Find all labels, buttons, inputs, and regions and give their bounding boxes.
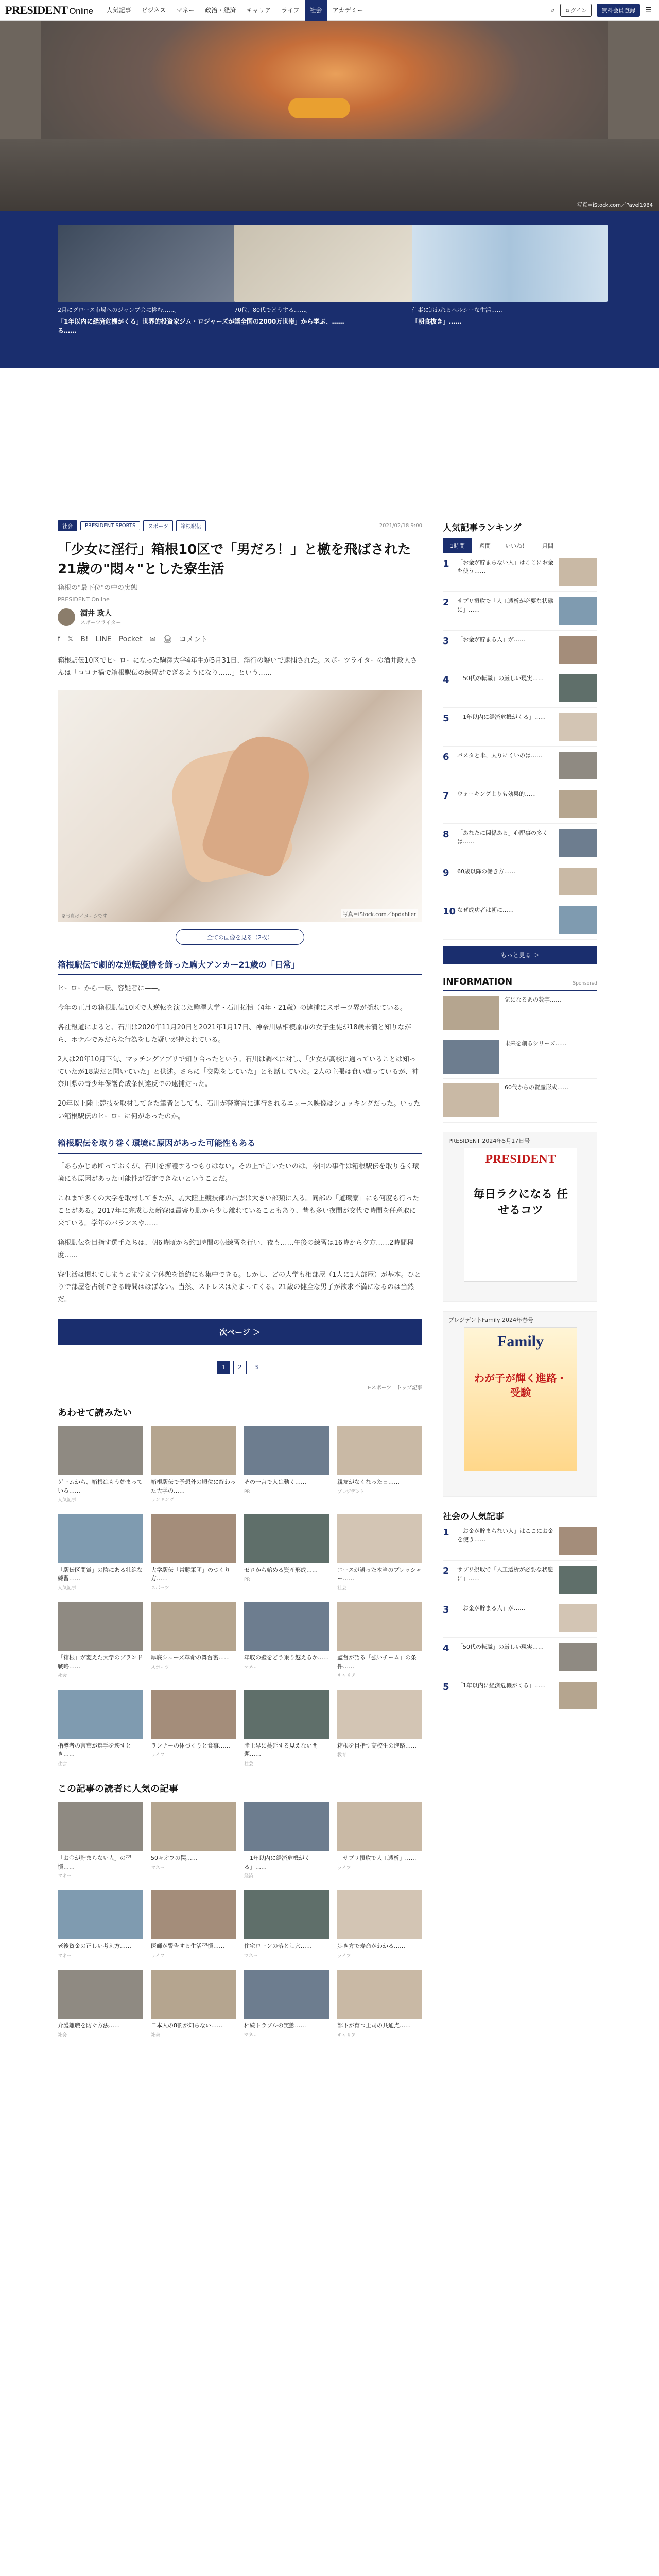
- feature-card[interactable]: [234, 225, 430, 326]
- rank-number: 2: [443, 1566, 449, 1577]
- card-thumbnail: [337, 1690, 422, 1739]
- hand-shape: [199, 727, 319, 880]
- rank-title: 「50代の転職」の厳しい現実……: [457, 675, 544, 682]
- rank-title: 60歳以降の働き方……: [457, 868, 515, 875]
- mail-icon[interactable]: ✉: [149, 635, 156, 644]
- card-source: マネー: [244, 1953, 258, 1959]
- rank-thumbnail: [559, 790, 597, 818]
- feature-card[interactable]: [412, 225, 608, 326]
- tag-society[interactable]: 社会: [58, 520, 77, 531]
- article-card[interactable]: [244, 1602, 329, 1680]
- paragraph: 「あらかじめ断っておくが、石川を擁護するつもりはない。その上で言いたいのは、今回の事件は箱根駅伝を取り巻く環境にも原因があった可能性が否定できないということだ。: [58, 1162, 419, 1183]
- rank-number: 3: [443, 1604, 449, 1615]
- card-source: キャリア: [337, 1673, 356, 1679]
- tab-hour[interactable]: 1時間: [443, 538, 472, 553]
- article-tags: [58, 520, 422, 531]
- readers-heading: この記事の読者に人気の記事: [58, 1784, 178, 1795]
- nav-item-life[interactable]: ライフ: [281, 7, 300, 14]
- hero-credit: 写真＝iStock.com／Pavel1964: [577, 202, 653, 208]
- card-source: スポーツ: [151, 1585, 169, 1591]
- article-card[interactable]: [337, 1514, 422, 1592]
- publish-date: 2021/02/18 9:00: [379, 523, 422, 529]
- rank-title: サプリ摂取で「人工透析が必要な状態に」……: [457, 1566, 553, 1582]
- card-source: キャリア: [337, 2032, 356, 2038]
- article-card[interactable]: [244, 1802, 329, 1880]
- author-avatar: [58, 608, 75, 626]
- ranking-item[interactable]: [443, 669, 597, 708]
- card-title: 部下が育つ上司の共通点……: [337, 2022, 411, 2029]
- card-source: マネー: [58, 1953, 72, 1959]
- header-actions: [551, 4, 652, 17]
- author-block[interactable]: [58, 608, 422, 626]
- rank-title: サプリ摂取で「人工透析が必要な状態に」……: [457, 598, 553, 613]
- card-thumbnail: [151, 1602, 236, 1651]
- feature-title: 「1年以内に経済危機がくる」世界的投資家ジム・ロジャーズが語る……: [58, 317, 241, 334]
- tab-like[interactable]: いいね！: [505, 543, 528, 549]
- card-source: マネー: [151, 1865, 165, 1871]
- rank-number: 6: [443, 752, 449, 762]
- card-thumbnail: [151, 1802, 236, 1851]
- article-card[interactable]: [151, 1514, 236, 1592]
- card-thumbnail: [151, 1890, 236, 1939]
- card-title: その一言で人は動く……: [244, 1479, 306, 1486]
- pocket-icon[interactable]: Pocket: [118, 635, 143, 644]
- card-thumbnail: [58, 1970, 143, 2019]
- card-source: ライフ: [337, 1865, 351, 1871]
- information-title: INFORMATION: [443, 977, 513, 987]
- card-source: ライフ: [151, 1753, 165, 1758]
- topic-link[interactable]: トップ記事: [396, 1385, 422, 1392]
- nav-item-society[interactable]: 社会: [305, 0, 327, 21]
- feature-thumb: [58, 225, 253, 302]
- rank-thumbnail: [559, 1566, 597, 1594]
- rank-number: 1: [443, 1527, 449, 1538]
- rank-title: 「1年以内に経済危機がくる」……: [457, 714, 546, 720]
- card-source: ランキング: [151, 1498, 174, 1503]
- card-title: 50％オフの罠……: [151, 1855, 198, 1862]
- rank-thumbnail: [559, 558, 597, 586]
- ranking-item[interactable]: [443, 708, 597, 747]
- article-subtitle: 箱根の"最下位"の中の実態: [58, 584, 137, 592]
- card-thumbnail: [244, 1690, 329, 1739]
- feature-title: 「全国の2000万世帯」から学ぶ、……: [234, 317, 344, 325]
- information-list: [443, 991, 597, 1123]
- card-title: 「1年以内に経済危機がくる」……: [244, 1855, 310, 1870]
- card-title: 介護離職を防ぐ方法……: [58, 2022, 120, 2029]
- card-title: 「箱根」が変えた大学のブランド戦略……: [58, 1654, 143, 1670]
- card-thumbnail: [244, 1802, 329, 1851]
- card-source: プレジデント: [337, 1489, 365, 1495]
- article-card[interactable]: [337, 1970, 422, 2039]
- card-title: 監督が語る「強いチーム」の条件……: [337, 1654, 417, 1670]
- card-source: 社会: [58, 1673, 67, 1679]
- tab-week[interactable]: 週間: [479, 543, 491, 549]
- rank-number: 5: [443, 1682, 449, 1692]
- card-source: スポーツ: [151, 1665, 169, 1670]
- rank-number: 5: [443, 713, 449, 724]
- ranking-tabs: [443, 538, 597, 553]
- ranking-item[interactable]: [443, 553, 597, 592]
- feature-caption: 2月にグロース市場へのジャンプ会に挑む……。: [58, 307, 180, 313]
- rank-title: 「50代の転職」の厳しい現実……: [457, 1643, 544, 1650]
- section-heading: 箱根駅伝を取り巻く環境に原因があった可能性もある: [58, 1137, 422, 1154]
- card-thumbnail: [58, 1690, 143, 1739]
- card-title: エースが語った本当のプレッシャー……: [337, 1566, 422, 1582]
- article-card[interactable]: [244, 1426, 329, 1504]
- feature-strip: [0, 211, 659, 368]
- information-item[interactable]: [443, 991, 597, 1035]
- magazine-cover: PRESIDENT 毎日ラクになる 任せるコツ: [464, 1148, 577, 1282]
- card-thumbnail: [337, 1890, 422, 1939]
- rank-thumbnail: [559, 597, 597, 625]
- society-ranking-item[interactable]: [443, 1522, 597, 1561]
- card-title: 指導者の言葉が選手を壊すとき……: [58, 1742, 131, 1758]
- article-card[interactable]: [151, 1890, 236, 1959]
- article-source: PRESIDENT Online: [58, 596, 110, 603]
- tag-hakone[interactable]: 箱根駅伝: [176, 520, 206, 531]
- article-card[interactable]: [58, 1802, 143, 1880]
- feature-caption: 仕事に追われるヘルシーな生活……: [412, 307, 502, 313]
- rank-thumbnail: [559, 1643, 597, 1671]
- author-name: 酒井 政人: [80, 609, 112, 618]
- article-card[interactable]: [58, 1970, 143, 2039]
- rank-thumbnail: [559, 752, 597, 779]
- card-thumbnail: [58, 1426, 143, 1475]
- card-title: 大学駅伝「常勝軍団」のつくり方……: [151, 1566, 230, 1582]
- rank-title: 「1年以内に経済危機がくる」……: [457, 1682, 546, 1689]
- rank-thumbnail: [559, 829, 597, 857]
- card-source: PR: [244, 1577, 250, 1583]
- family-cover: Family わが子が輝く進路・受験: [464, 1327, 577, 1471]
- site-logo[interactable]: PRESIDENT Online: [5, 3, 93, 16]
- rank-number: 4: [443, 674, 449, 685]
- page-1[interactable]: 1: [217, 1361, 230, 1374]
- card-thumbnail: [151, 1970, 236, 2019]
- share-bar: [58, 634, 422, 645]
- gallery-button[interactable]: 全ての画像を見る（2枚）: [176, 929, 304, 945]
- card-source: PR: [244, 1489, 250, 1495]
- article-card[interactable]: [244, 1514, 329, 1592]
- card-thumbnail: [337, 1970, 422, 2019]
- menu-icon[interactable]: ☰: [645, 6, 652, 14]
- article-card[interactable]: [337, 1426, 422, 1504]
- main-nav: [101, 0, 369, 21]
- site-header: [0, 0, 659, 21]
- ad-headline: 毎日ラクになる 任せるコツ: [473, 1188, 568, 1217]
- rank-number: 7: [443, 790, 449, 801]
- card-source: 社会: [58, 2032, 67, 2038]
- recommend-heading: あわせて読みたい: [58, 1408, 132, 1419]
- paragraph: 20年以上陸上競技を取材してきた筆者としても、石川が警察官に連行されるニュース映像はショッキングだった。いったい箱根駅伝のヒーローに何があったのか。: [58, 1100, 421, 1121]
- society-ranking-item[interactable]: [443, 1676, 597, 1715]
- card-thumbnail: [244, 1970, 329, 2019]
- facebook-icon[interactable]: f: [58, 635, 60, 644]
- article-card[interactable]: [151, 1690, 236, 1768]
- ranking-item[interactable]: [443, 592, 597, 631]
- paragraph: ヒーローから一転、容疑者に——。: [58, 985, 165, 993]
- feature-card[interactable]: [58, 225, 253, 335]
- rank-thumbnail: [559, 713, 597, 741]
- rank-number: 1: [443, 558, 449, 569]
- ad-headline: わが子が輝く進路・受験: [474, 1372, 567, 1399]
- card-source: ライフ: [151, 1953, 165, 1959]
- rank-title: 「お金が貯まる人」が……: [457, 1605, 525, 1612]
- rank-title: ウォーキングよりも効果的……: [457, 791, 536, 798]
- readers-grid: [58, 1802, 422, 2039]
- rank-title: なぜ成功者は朝に……: [457, 907, 514, 913]
- line-icon[interactable]: LINE: [95, 635, 112, 644]
- society-ranking-item[interactable]: [443, 1561, 597, 1599]
- article-card[interactable]: [337, 1890, 422, 1959]
- information-thumbnail: [443, 1040, 499, 1074]
- card-title: 医師が警告する生活習慣……: [151, 1943, 224, 1950]
- sidebar: [443, 520, 597, 1715]
- card-title: 厚底シューズ革命の舞台裏……: [151, 1654, 230, 1662]
- card-title: 親友がなくなった日……: [337, 1479, 400, 1486]
- feature-thumb: [412, 225, 608, 302]
- article-card[interactable]: [58, 1690, 143, 1768]
- card-title: 「お金が貯まらない人」の習慣……: [58, 1855, 131, 1870]
- rank-number: 3: [443, 636, 449, 647]
- ad-title: プレジデントFamily 2024年春号: [448, 1317, 533, 1324]
- article-card[interactable]: [244, 1690, 329, 1768]
- card-title: ゼロから始める資産形成……: [244, 1566, 318, 1573]
- photo-caption: ※写真はイメージです: [62, 914, 108, 920]
- nav-item-ranking[interactable]: 人気記事: [106, 7, 131, 14]
- tag-sports[interactable]: スポーツ: [143, 520, 173, 531]
- pagination: [58, 1361, 422, 1374]
- rank-number: 9: [443, 868, 449, 878]
- card-source: マネー: [244, 1665, 258, 1670]
- sponsored-label: Sponsored: [573, 981, 597, 986]
- card-source: 社会: [337, 1585, 347, 1591]
- rank-number: 8: [443, 829, 449, 840]
- feature-thumb: [234, 225, 430, 302]
- card-title: 年収の壁をどう乗り越えるか……: [244, 1654, 329, 1662]
- card-thumbnail: [244, 1602, 329, 1651]
- article-title: 「少女に淫行」箱根10区で「男だろ！」と檄を飛ばされた21歳の"悶々"とした寮生活: [58, 542, 411, 577]
- article-card[interactable]: [244, 1890, 329, 1959]
- card-title: ゲームから、箱根はもう始まっている……: [58, 1479, 143, 1494]
- article-card[interactable]: [58, 1514, 143, 1592]
- page-2[interactable]: 2: [233, 1361, 247, 1374]
- card-thumbnail: [58, 1890, 143, 1939]
- ranking-title: 人気記事ランキング: [443, 523, 522, 533]
- page-3[interactable]: 3: [250, 1361, 263, 1374]
- card-title: 箱根駅伝で予想外の順位に終わった大学の……: [151, 1479, 236, 1494]
- rank-thumbnail: [559, 636, 597, 664]
- card-thumbnail: [337, 1802, 422, 1851]
- feature-caption: 70代、80代でどうする……。: [234, 307, 311, 313]
- rank-thumbnail: [559, 906, 597, 934]
- topic-links: [58, 1383, 422, 1391]
- ranking-item[interactable]: [443, 747, 597, 785]
- card-thumbnail: [58, 1602, 143, 1651]
- card-thumbnail: [337, 1514, 422, 1563]
- rank-title: 「お金が貯まらない人」はここにお金を使う……: [457, 559, 553, 574]
- more-ranking-button[interactable]: もっと見る ＞: [443, 946, 597, 964]
- card-source: 社会: [58, 1761, 67, 1767]
- society-ranking-item[interactable]: [443, 1638, 597, 1676]
- card-source: 社会: [151, 2032, 161, 2038]
- print-icon[interactable]: 🖨: [163, 635, 172, 644]
- article-card[interactable]: [151, 1970, 236, 2039]
- card-title: 「駅伝区間賞」の陰にある壮絶な練習……: [58, 1566, 143, 1582]
- hero-image: [0, 21, 659, 211]
- card-thumbnail: [151, 1690, 236, 1739]
- article-card[interactable]: [58, 1890, 143, 1959]
- paragraph: 2人は20年10月下旬、マッチングアプリで知り合ったという。石川は調べに対し、「少女が高校に通っていることは知っていたが18歳だと聞いていた」と供述。さらに「交際をしていた」とも話していた。2人の主張は食い違っているが、神奈川県の青少年保護育成条例違反での逮捕だった。: [58, 1056, 419, 1089]
- ranking-item[interactable]: [443, 862, 597, 901]
- paragraph: 今年の正月の箱根駅伝10区で大逆転を演じた駒澤大学・石川拓慎（4年・21歳）の逮捕にスポーツ界が揺れている。: [58, 1004, 407, 1012]
- card-title: 相続トラブルの実態……: [244, 2022, 306, 2029]
- article-lede: 箱根駅伝10区でヒーローになった駒澤大学4年生が5月31日、淫行の疑いで逮捕された。スポーツライターの酒井政人さんは「コロナ禍で箱根駅伝の練習がでぎるようになり……」という……: [58, 657, 418, 677]
- rank-thumbnail: [559, 868, 597, 895]
- ranking-list: [443, 553, 597, 940]
- information-item[interactable]: [443, 1035, 597, 1079]
- society-list: [443, 1522, 597, 1715]
- x-icon[interactable]: 𝕏: [67, 635, 74, 644]
- rank-number: 4: [443, 1643, 449, 1654]
- nav-item-academy[interactable]: アカデミー: [332, 7, 363, 14]
- family-ad[interactable]: [443, 1311, 597, 1497]
- rank-title: 「お金が貯まらない人」はここにお金を使う……: [457, 1528, 553, 1543]
- card-title: ランナーの体づくりと食事……: [151, 1742, 230, 1749]
- card-thumbnail: [151, 1426, 236, 1475]
- ranking-item[interactable]: [443, 901, 597, 940]
- article-card[interactable]: [151, 1602, 236, 1680]
- road-photo: [0, 139, 659, 211]
- card-title: 箱根を目指す高校生の進路……: [337, 1742, 417, 1749]
- rank-thumbnail: [559, 674, 597, 702]
- information-item[interactable]: [443, 1079, 597, 1123]
- section-heading: 箱根駅伝で劇的な逆転優勝を飾った駒大アンカー21歳の「日常」: [58, 958, 422, 975]
- card-source: 教育: [337, 1753, 347, 1758]
- hatena-icon[interactable]: B!: [80, 635, 89, 644]
- paragraph: 箱根駅伝を目指す選手たちは、朝6時頃から約1時間の朝練習を行い、夜も……午後の練習は16時から夕方……2時間程度……: [58, 1239, 414, 1259]
- information-thumbnail: [443, 1083, 499, 1117]
- rank-title: 「お金が貯まる人」が……: [457, 636, 525, 643]
- rank-thumbnail: [559, 1527, 597, 1555]
- card-thumbnail: [58, 1514, 143, 1563]
- card-thumbnail: [244, 1514, 329, 1563]
- card-source: 人気記事: [58, 1585, 77, 1591]
- card-source: 経済: [244, 1874, 254, 1879]
- search-icon[interactable]: ⌕: [551, 6, 555, 14]
- card-title: 老後資金の正しい考え方……: [58, 1943, 131, 1950]
- article-card[interactable]: [58, 1602, 143, 1680]
- nav-item-business[interactable]: ビジネス: [141, 7, 166, 14]
- nav-item-career[interactable]: キャリア: [246, 7, 271, 14]
- card-source: ライフ: [337, 1953, 351, 1959]
- article-card[interactable]: [337, 1690, 422, 1768]
- card-thumbnail: [337, 1426, 422, 1475]
- feature-title: 「朝食抜き」……: [412, 317, 462, 325]
- article-card[interactable]: [58, 1426, 143, 1504]
- rank-title: パスタと米、太りにくいのは……: [457, 752, 542, 759]
- tag-president-sports[interactable]: PRESIDENT SPORTS: [80, 521, 140, 530]
- information-thumbnail: [443, 996, 499, 1030]
- card-title: 日本人の8割が知らない……: [151, 2022, 222, 2029]
- rank-thumbnail: [559, 1604, 597, 1632]
- article-card[interactable]: [337, 1802, 422, 1880]
- card-thumbnail: [337, 1602, 422, 1651]
- paragraph: 各社報道によると、石川は2020年11月20日と2021年1月17日、神奈川県相模原市の女子生徒が18歳未満と知りながら、ホテルでみだらな行為をした疑いが持たれている。: [58, 1024, 411, 1044]
- register-button[interactable]: 無料会員登録: [597, 4, 640, 17]
- card-thumbnail: [151, 1514, 236, 1563]
- login-button[interactable]: ログイン: [560, 4, 592, 17]
- card-thumbnail: [244, 1426, 329, 1475]
- society-ranking-title: 社会の人気記事: [443, 1512, 504, 1522]
- information-title: 60代からの資産形成……: [505, 1084, 568, 1091]
- ranking-item[interactable]: [443, 631, 597, 669]
- card-thumbnail: [244, 1890, 329, 1939]
- nav-item-money[interactable]: マネー: [176, 7, 195, 14]
- topic-link[interactable]: Eスポーツ: [368, 1385, 392, 1392]
- card-thumbnail: [58, 1802, 143, 1851]
- author-role: スポーツライター: [80, 620, 122, 626]
- tab-month[interactable]: 月間: [542, 543, 553, 549]
- card-title: 「サプリ摂取で人工透析」……: [337, 1855, 417, 1862]
- next-page-button[interactable]: 次ページ ＞: [58, 1319, 422, 1345]
- article-card[interactable]: [151, 1802, 236, 1880]
- photo-credit: 写真＝iStock.com／bpdahller: [341, 909, 418, 918]
- information-title: 未来を創るシリーズ……: [505, 1040, 567, 1047]
- ad-title: PRESIDENT 2024年5月17日号: [448, 1138, 530, 1144]
- rank-thumbnail: [559, 1682, 597, 1709]
- shoe-shape: [288, 98, 350, 118]
- article-card[interactable]: [337, 1602, 422, 1680]
- article-card[interactable]: [244, 1970, 329, 2039]
- recommend-grid: [58, 1426, 422, 1767]
- card-source: 人気記事: [58, 1498, 77, 1503]
- society-ranking-item[interactable]: [443, 1599, 597, 1638]
- rank-number: 2: [443, 597, 449, 608]
- ranking-item[interactable]: [443, 824, 597, 862]
- paragraph: これまで多くの大学を取材してきたが、駒大陸上競技部の出雲は大きい部類に入る。同部の「道環寮」にも何度も行ったことがある。2017年に完成した新寮は最寄り駅から少し離れていることもあり、昔も多い夜間が交代で時間を任意取に来ている。学年のバランスや……: [58, 1194, 420, 1227]
- article-body: [58, 520, 422, 2039]
- article-photo[interactable]: [58, 690, 422, 922]
- information-header: [443, 977, 597, 991]
- ranking-item[interactable]: [443, 785, 597, 824]
- card-title: 歩き方で寿命がわかる……: [337, 1943, 405, 1950]
- card-source: マネー: [244, 2032, 258, 2038]
- rank-number: 10: [443, 906, 456, 917]
- article-card[interactable]: [151, 1426, 236, 1504]
- nav-item-politics[interactable]: 政治・経済: [205, 7, 236, 14]
- comment-icon[interactable]: コメント: [179, 636, 209, 645]
- card-source: 社会: [244, 1761, 254, 1767]
- card-source: マネー: [58, 1874, 72, 1879]
- card-title: 陸上界に蔓延する見えない問題……: [244, 1742, 318, 1758]
- information-title: 気になるあの数字……: [505, 996, 561, 1003]
- card-title: 住宅ローンの落とし穴……: [244, 1943, 312, 1950]
- paragraph: 寮生活は慣れてしまうとますます休憩を節約にも集中できる。しかし、どの大学も相部屋（1人に1人部屋）が基本。ひとりで部屋を占領できる時間はほぼない。当然、ストレスはたまってくる。21歳の健全な男子が欲求不満になるのは当然だ。: [58, 1270, 421, 1303]
- rank-title: 「あなたに関係ある」心配事の多くは……: [457, 829, 548, 845]
- magazine-ad[interactable]: [443, 1132, 597, 1302]
